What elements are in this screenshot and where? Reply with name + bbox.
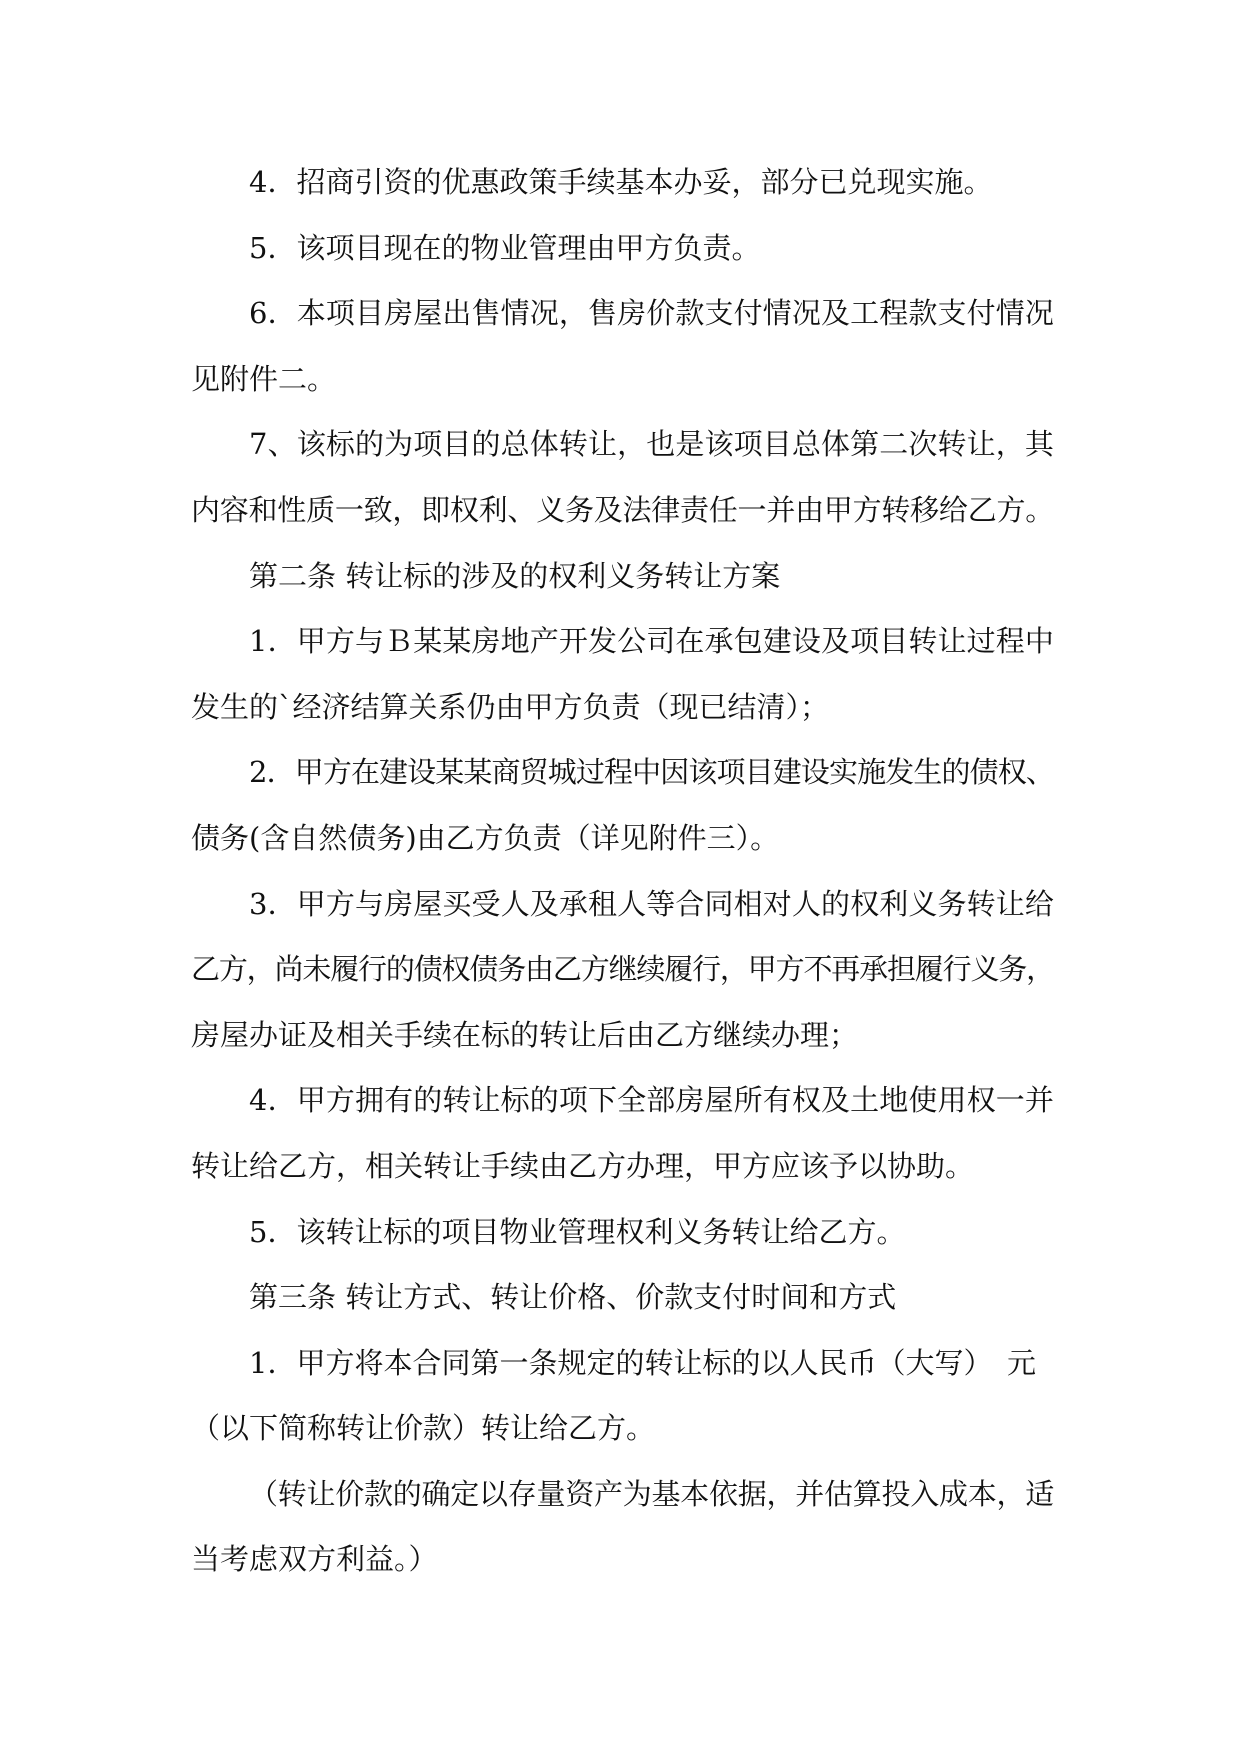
paragraph-line — [191, 150, 1054, 216]
line-text: 当考虑双方利益。） — [191, 1542, 438, 1577]
line-text: 4．招商引资的优惠政策手续基本办妥，部分已兑现实施。 — [249, 165, 993, 199]
paragraph-line — [191, 937, 1054, 1003]
article-heading — [191, 1265, 1054, 1331]
line-text: （以下简称转让价款）转让给乙方。 — [191, 1411, 656, 1446]
paragraph-line — [191, 412, 1054, 478]
paragraph-line — [191, 281, 1054, 347]
document-body — [191, 150, 1054, 1593]
line-text: 债务(含自然债务)由乙方负责（详见附件三）。 — [191, 820, 780, 855]
line-text: 发生的`经济结算关系仍由甲方负责（现已结清）； — [191, 689, 830, 724]
line-text: 第三条 转让方式、转让价格、价款支付时间和方式 — [249, 1280, 897, 1315]
paragraph-line — [191, 1331, 1054, 1397]
paragraph-line — [191, 1068, 1054, 1134]
line-text: 房屋办证及相关手续在标的转让后由乙方继续办理； — [191, 1017, 859, 1052]
paragraph-line — [191, 1200, 1054, 1266]
line-text: 2．甲方在建设某某商贸城过程中因该项目建设实施发生的债权、 — [249, 755, 1054, 790]
paragraph-line — [191, 478, 1054, 544]
paragraph-line — [191, 1134, 1054, 1200]
paragraph-line — [191, 1396, 1054, 1462]
line-text: 内容和性质一致，即权利、义务及法律责任一并由甲方转移给乙方。 — [191, 492, 1054, 527]
paragraph-line — [191, 675, 1054, 741]
paragraph-line — [191, 872, 1054, 938]
article-heading — [191, 544, 1054, 610]
paragraph-line — [191, 1527, 1054, 1593]
line-text: 5．该转让标的项目物业管理权利义务转让给乙方。 — [249, 1214, 906, 1249]
paragraph-line — [191, 347, 1054, 413]
line-text: 5．该项目现在的物业管理由甲方负责。 — [249, 230, 761, 265]
line-text: 6．本项目房屋出售情况，售房价款支付情况及工程款支付情况 — [249, 296, 1054, 331]
paragraph-line — [191, 216, 1054, 282]
line-text: 转让给乙方，相关转让手续由乙方办理，甲方应该予以协助。 — [191, 1148, 975, 1183]
line-text: 第二条 转让标的涉及的权利义务转让方案 — [249, 558, 781, 593]
line-text: 1．甲方与Ｂ某某房地产开发公司在承包建设及项目转让过程中 — [249, 624, 1054, 659]
line-text: 乙方，尚未履行的债权债务由乙方继续履行，甲方不再承担履行义务， — [191, 952, 1054, 987]
line-text: 见附件二。 — [191, 361, 337, 396]
paragraph-line — [191, 1462, 1054, 1528]
line-text: 3．甲方与房屋买受人及承租人等合同相对人的权利义务转让给 — [249, 886, 1054, 921]
paragraph-line — [191, 806, 1054, 872]
line-text: （转让价款的确定以存量资产为基本依据，并估算投入成本，适 — [249, 1476, 1054, 1511]
line-text: 4．甲方拥有的转让标的项下全部房屋所有权及土地使用权一并 — [249, 1083, 1054, 1118]
paragraph-line — [191, 1003, 1054, 1069]
line-text: 7、该标的为项目的总体转让，也是该项目总体第二次转让，其 — [249, 427, 1054, 462]
paragraph-line — [191, 609, 1054, 675]
line-text: 1．甲方将本合同第一条规定的转让标的以人民币（大写） 元 — [249, 1345, 1036, 1380]
paragraph-line — [191, 740, 1054, 806]
